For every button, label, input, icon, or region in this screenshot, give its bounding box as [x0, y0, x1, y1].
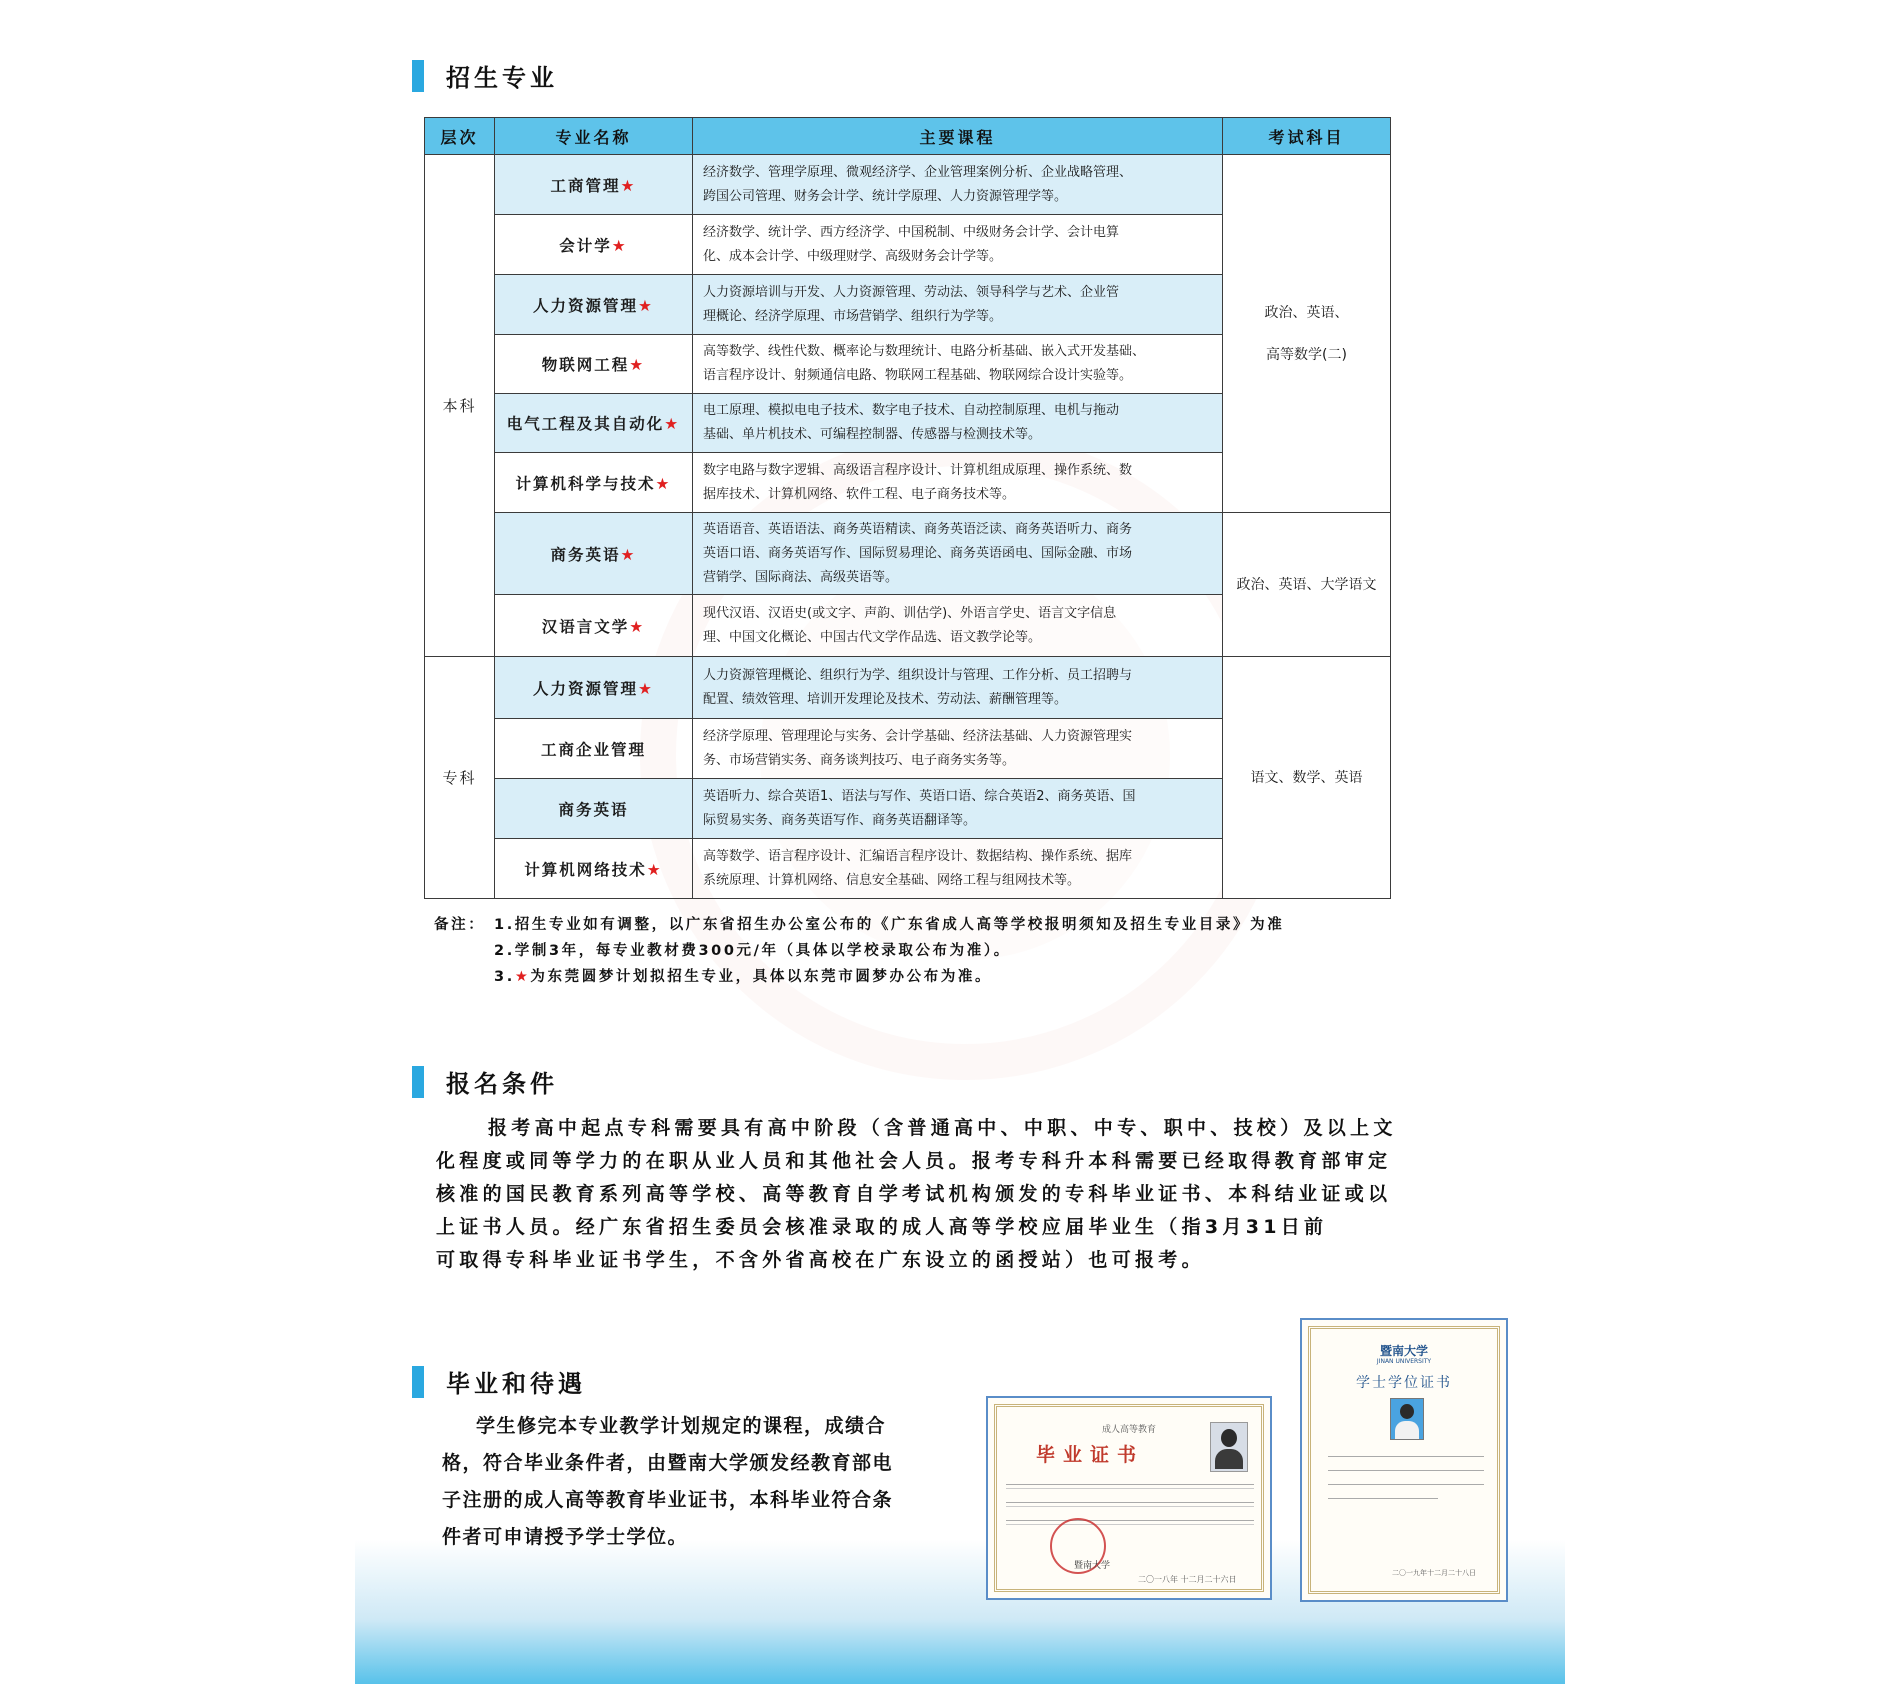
graduation-line: 子注册的成人高等教育毕业证书，本科毕业符合条	[442, 1489, 894, 1511]
courses-cell: 数字电路与数字逻辑、高级语言程序设计、计算机组成原理、操作系统、数 据库技术、计算机网络、软件工程、电子商务技术等。	[693, 453, 1223, 513]
section-marker	[412, 1366, 424, 1398]
star-icon: ★	[655, 474, 672, 493]
star-icon: ★	[514, 969, 531, 985]
majors-title-text: 招生专业	[446, 64, 558, 92]
courses-cell: 经济学原理、管理理论与实务、会计学基础、经济法基础、人力资源管理实 务、市场营销实务、商务谈判技巧、电子商务实务等。	[693, 719, 1223, 779]
notes-block	[434, 912, 1284, 990]
table-row	[425, 513, 1391, 595]
level-junior: 专科	[425, 657, 495, 899]
major-name: 人力资源管理★	[495, 275, 693, 335]
photo-icon	[1390, 1398, 1424, 1440]
courses-cell: 高等数学、线性代数、概率论与数理统计、电路分析基础、嵌入式开发基础、 语言程序设计、射频通信电路、物联网工程基础、物联网综合设计实验等。	[693, 335, 1223, 394]
exam-cell-1: 政治、英语、 高等数学(二)	[1223, 155, 1391, 513]
text-line-placeholder	[1328, 1470, 1484, 1473]
major-name: 工商企业管理	[495, 719, 693, 779]
star-icon: ★	[646, 860, 663, 879]
exam-cell-2: 政治、英语、大学语文	[1223, 513, 1391, 657]
star-icon: ★	[638, 679, 654, 698]
section-marker	[412, 60, 424, 92]
exam-cell-3: 语文、数学、英语	[1223, 657, 1391, 899]
conditions-section-title	[412, 1064, 558, 1099]
courses-cell: 现代汉语、汉语史(或文字、声韵、训估学)、外语言学史、语言文字信息 理、中国文化概论、中国古代文学作品选、语文教学论等。	[693, 595, 1223, 657]
diploma-title: 毕业证书	[1036, 1444, 1145, 1466]
courses-cell: 经济数学、统计学、西方经济学、中国税制、中级财务会计学、会计电算 化、成本会计学、中级理财学、高级财务会计学等。	[693, 215, 1223, 275]
conditions-line: 报考高中起点专科需要具有高中阶段（含普通高中、中职、中专、职中、技校）及以上文	[488, 1117, 1397, 1139]
major-name: 商务英语	[495, 779, 693, 839]
star-icon: ★	[620, 545, 637, 564]
section-marker	[412, 1066, 424, 1098]
major-name: 人力资源管理★	[495, 657, 693, 719]
graduation-line: 件者可申请授予学士学位。	[442, 1526, 689, 1548]
diploma-header: 成人高等教育	[1101, 1425, 1156, 1435]
table-row	[425, 155, 1391, 215]
certificate-frame	[1308, 1326, 1500, 1594]
graduation-section-title	[412, 1364, 586, 1399]
majors-table	[424, 117, 1391, 899]
courses-cell: 经济数学、管理学原理、微观经济学、企业管理案例分析、企业战略管理、 跨国公司管理、财务会计学、统计学原理、人力资源管理学等。	[693, 155, 1223, 215]
diploma-date: 二〇一八年 十二月二十六日	[1138, 1575, 1237, 1584]
major-name: 汉语言文学★	[495, 595, 693, 657]
text-line-placeholder	[1328, 1484, 1484, 1487]
text-line-placeholder	[1006, 1484, 1254, 1489]
major-name: 电气工程及其自动化★	[495, 394, 693, 453]
major-name: 物联网工程★	[495, 335, 693, 394]
courses-cell: 英语听力、综合英语1、语法与写作、英语口语、综合英语2、商务英语、国 际贸易实务、商务英语写作、商务英语翻译等。	[693, 779, 1223, 839]
major-name: 计算机科学与技术★	[495, 453, 693, 513]
degree-certificate-image	[1300, 1318, 1508, 1602]
text-line-placeholder	[1006, 1520, 1254, 1525]
text-line-placeholder	[1006, 1502, 1254, 1507]
star-icon: ★	[620, 176, 637, 195]
major-name: 计算机网络技术★	[495, 839, 693, 899]
level-undergrad: 本科	[425, 155, 495, 657]
courses-cell: 电工原理、模拟电电子技术、数字电子技术、自动控制原理、电机与拖动 基础、单片机技术、可编程控制器、传感器与检测技术等。	[693, 394, 1223, 453]
degree-school: 暨南大学	[1379, 1344, 1428, 1358]
diploma-certificate-image	[986, 1396, 1272, 1600]
graduation-line: 学生修完本专业教学计划规定的课程，成绩合	[476, 1415, 887, 1437]
table-header-row	[425, 118, 1391, 155]
text-line-placeholder	[1328, 1498, 1438, 1501]
graduation-line: 格，符合毕业条件者，由暨南大学颁发经教育部电	[442, 1452, 894, 1474]
photo-icon	[1210, 1422, 1248, 1472]
star-icon: ★	[638, 296, 654, 315]
star-icon: ★	[664, 415, 681, 433]
note-3: 3.★为东莞圆梦计划拟招生专业，具体以东莞市圆梦办公布为准。	[494, 969, 993, 985]
header-exam: 考试科目	[1223, 118, 1391, 155]
note-1: 1.招生专业如有调整，以广东省招生办公室公布的《广东省成人高等学校报明须知及招生专业目录》为准	[494, 917, 1285, 933]
graduation-paragraph	[442, 1408, 893, 1556]
majors-section-title	[412, 58, 558, 93]
graduation-title-text: 毕业和待遇	[446, 1370, 586, 1398]
courses-cell: 人力资源管理概论、组织行为学、组织设计与管理、工作分析、员工招聘与 配置、绩效管理、培训开发理论及技术、劳动法、薪酬管理等。	[693, 657, 1223, 719]
courses-cell: 英语语音、英语语法、商务英语精读、商务英语泛读、商务英语听力、商务 英语口语、商务英语写作、国际贸易理论、商务英语函电、国际金融、市场 营销学、国际商法、高级英语等。	[693, 513, 1223, 595]
courses-cell: 人力资源培训与开发、人力资源管理、劳动法、领导科学与艺术、企业管 理概论、经济学原理、市场营销学、组织行为学等。	[693, 275, 1223, 335]
header-level: 层次	[425, 118, 495, 155]
star-icon: ★	[629, 617, 646, 636]
conditions-line: 可取得专科毕业证书学生，不含外省高校在广东设立的函授站）也可报考。	[436, 1249, 1205, 1271]
conditions-paragraph	[436, 1112, 1397, 1277]
conditions-line: 核准的国民教育系列高等学校、高等教育自学考试机构颁发的专科毕业证书、本科结业证或以	[436, 1183, 1392, 1205]
star-icon: ★	[629, 356, 646, 374]
degree-date: 二〇一九年十二月二十八日	[1392, 1569, 1476, 1577]
table-row	[425, 657, 1391, 719]
note-2: 2.学制3年，每专业教材费300元/年（具体以学校录取公布为准）。	[494, 943, 1011, 959]
major-name: 工商管理★	[495, 155, 693, 215]
diploma-school: 暨南大学	[1074, 1561, 1111, 1571]
header-courses: 主要课程	[693, 118, 1223, 155]
notes-label: 备注：	[434, 917, 486, 933]
degree-title: 学士学位证书	[1356, 1375, 1452, 1391]
conditions-title-text: 报名条件	[446, 1070, 558, 1098]
major-name: 会计学★	[495, 215, 693, 275]
star-icon: ★	[611, 236, 628, 255]
major-name: 商务英语★	[495, 513, 693, 595]
degree-school-en: JINAN UNIVERSITY	[1376, 1358, 1432, 1365]
courses-cell: 高等数学、语言程序设计、汇编语言程序设计、数据结构、操作系统、据库 系统原理、计算机网络、信息安全基础、网络工程与组网技术等。	[693, 839, 1223, 899]
header-major: 专业名称	[495, 118, 693, 155]
text-line-placeholder	[1328, 1456, 1484, 1459]
conditions-line: 上证书人员。经广东省招生委员会核准录取的成人高等学校应届毕业生（指3月31日前	[436, 1216, 1328, 1238]
conditions-line: 化程度或同等学力的在职从业人员和其他社会人员。报考专科升本科需要已经取得教育部审定	[436, 1150, 1392, 1172]
